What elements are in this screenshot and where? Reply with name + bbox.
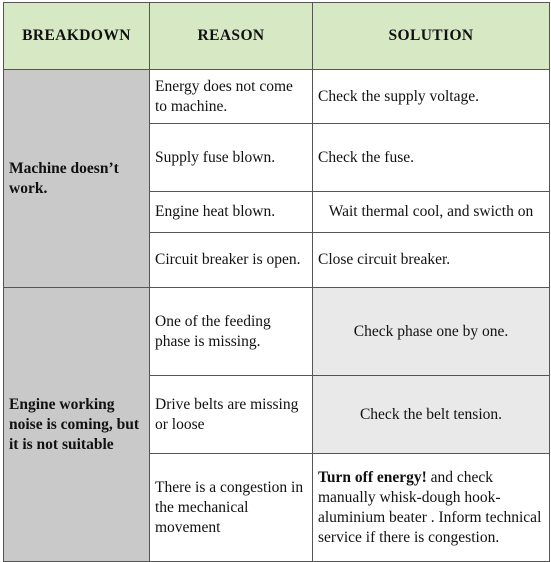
reason-cell: There is a congestion in the mechanical movement [150, 454, 313, 562]
solution-warning-text: Turn off energy! [318, 468, 427, 486]
reason-cell: Engine heat blown. [150, 192, 313, 233]
header-reason: REASON [150, 3, 313, 70]
solution-cell: Check phase one by one. [313, 288, 550, 376]
reason-cell: Supply fuse blown. [150, 124, 313, 192]
solution-cell: Check the supply voltage. [313, 70, 550, 124]
table-row [4, 288, 550, 376]
reason-cell: Circuit breaker is open. [150, 233, 313, 288]
solution-cell: Check the belt tension. [313, 376, 550, 454]
breakdown-cell-engine-noise: Engine working noise is coming, but it is not suitable [4, 288, 150, 562]
solution-cell: Wait thermal cool, and swicth on [313, 192, 550, 233]
reason-cell: One of the feeding phase is missing. [150, 288, 313, 376]
reason-cell: Energy does not come to machine. [150, 70, 313, 124]
reason-cell: Drive belts are missing or loose [150, 376, 313, 454]
breakdown-cell-machine-doesnt-work: Machine doesn’t work. [4, 70, 150, 288]
header-breakdown: BREAKDOWN [4, 3, 150, 70]
header-row [4, 3, 550, 70]
header-solution: SOLUTION [313, 3, 550, 70]
solution-cell: Check the fuse. [313, 124, 550, 192]
solution-cell: Close circuit breaker. [313, 233, 550, 288]
solution-cell [313, 454, 550, 562]
table-row [4, 70, 550, 124]
troubleshooting-table [3, 2, 550, 562]
solution-text: and check manually whisk-dough hook-aluminium beater . Inform technical service if there is congestion. [318, 468, 542, 546]
